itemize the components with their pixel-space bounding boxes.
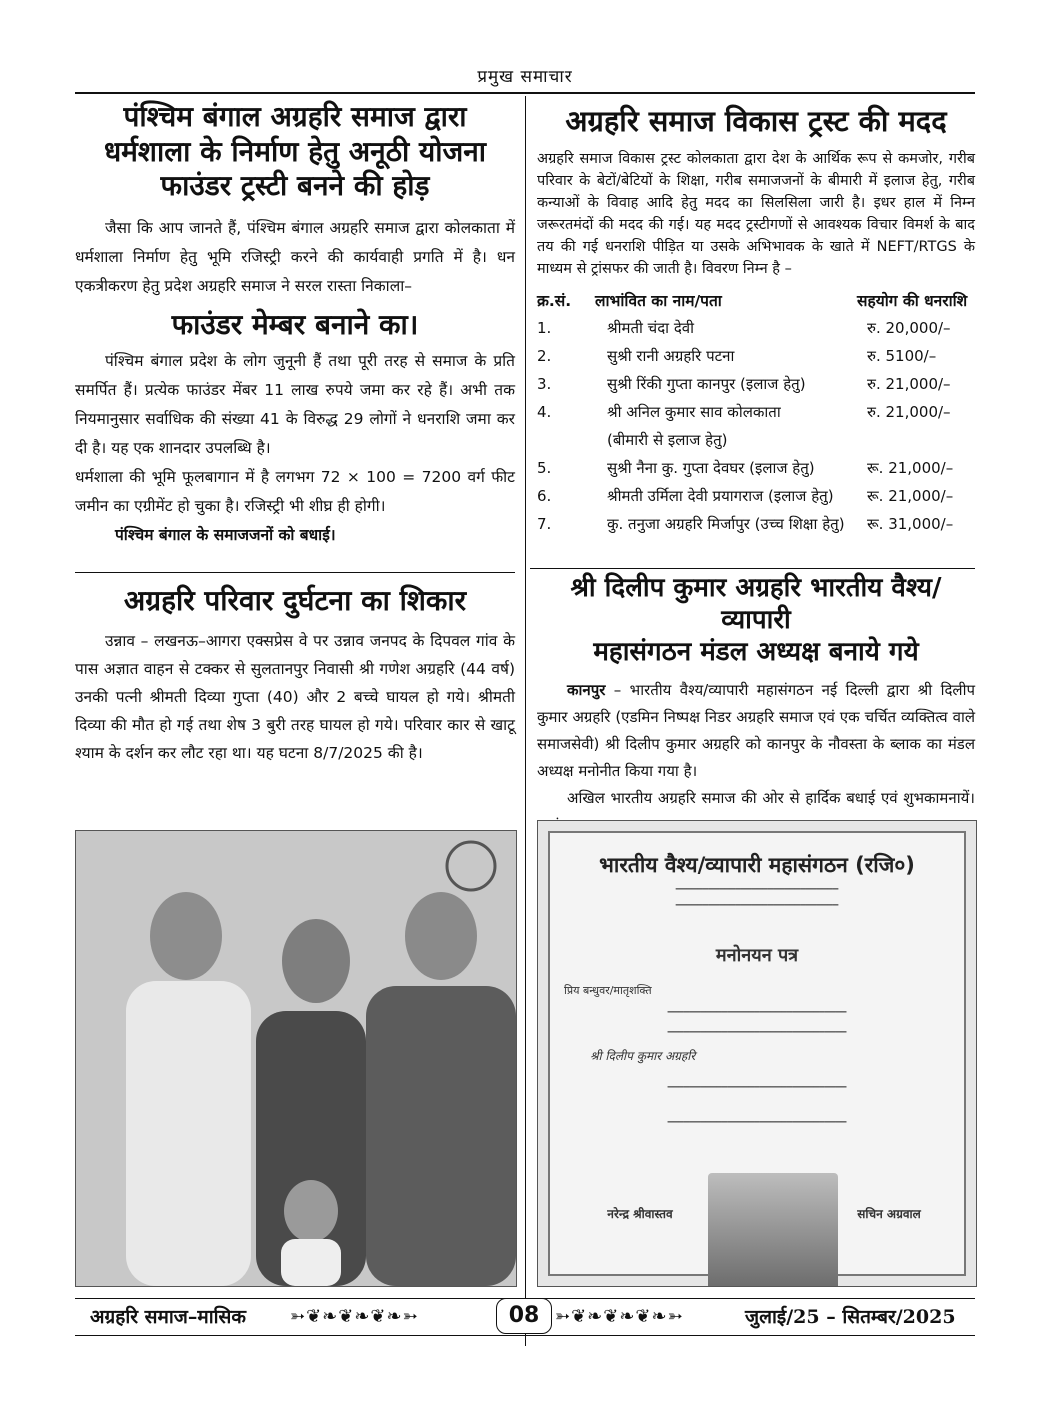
row-number: 2.: [537, 346, 552, 365]
table-header: क्र.सं.: [537, 291, 572, 310]
certificate-org: भारतीय वैश्य/व्यापारी महासंगठन (रजि०): [599, 853, 915, 877]
row-name: श्रीमती उर्मिला देवी प्रयागराज (इलाज हेतु): [607, 486, 834, 505]
article-appointment: [537, 572, 975, 839]
top-rule: [75, 92, 975, 94]
row-name: कु. तनुजा अग्रहरि मिर्जापुर (उच्च शिक्षा हेतु): [607, 514, 845, 533]
row-amount: रू. 31,000/–: [867, 514, 954, 533]
row-number: 4.: [537, 402, 552, 421]
table-header-row: [537, 286, 975, 314]
headline-line: श्री दिलीप कुमार अग्रहरि भारतीय वैश्य/व्यापारी: [570, 573, 942, 636]
row-amount: रु. 5100/–: [867, 346, 937, 365]
article-subheading: फाउंडर मेम्बर बनाने का।: [171, 308, 419, 342]
section-label: प्रमुख समाचार: [477, 67, 573, 87]
table-header: लाभांवित का नाम/पता: [595, 291, 722, 310]
row-name: श्री अनिल कुमार साव कोलकाता: [607, 402, 781, 421]
row-amount: रू. 21,000/–: [867, 458, 954, 477]
table-header: सहयोग की धनराशि: [857, 291, 968, 310]
row-number: 5.: [537, 458, 552, 477]
certificate-filled-name: श्री दिलीप कुमार अग्रहरि: [590, 1049, 696, 1063]
article-paragraph: अग्रहरि समाज विकास ट्रस्ट कोलकाता द्वारा देश के आर्थिक रूप से कमजोर, गरीब परिवार के बेटों/बेटियों के शिक्षा, गरीब समाजजनों के बीमारी में इलाज हेतु, गरीब कन्याओं के विवाह आदि हेतु मदद का सिलसिला जारी है। इधर हाल में निम्न जरूरतमंदों की मदद की गई। यह मदद ट्रस्टीगणों से आवश्यक विचार विमर्श के बाद तय की गई धनराशि पीड़ित या उसके अभिभावक के खाते में NEFT/RTGS के माध्यम से ट्रांसफर की जाती है। विवरण निम्न है –: [537, 150, 975, 277]
article-accident: [75, 584, 515, 767]
certificate-body-lines: ━━━━━━━━━━━━━━━━━━━━━━━━━━━━━━━━━: [667, 1118, 847, 1128]
row-name: सुश्री रिंकी गुप्ता कानपुर (इलाज हेतु): [607, 374, 806, 393]
article-paragraph: उन्नाव – लखनऊ–आगरा एक्सप्रेस वे पर उन्नाव जनपद के दिपवल गांव के पास अज्ञात वाहन से टक्कर से सुलतानपुर निवासी श्री गणेश अग्रहरि (44 वर्ष) उनकी पत्नी श्रीमती दिव्या गुप्ता (40) और 2 बच्चे घायल हो गये। श्रीमती दिव्या की मौत हो गई तथा शेष 3 बुरी तरह घायल हो गये। परिवार कार से खाटू श्याम के दर्शन कर लौट रहा था। यह घटना 8/7/2025 की है।: [75, 631, 515, 762]
certificate-title: मनोनयन पत्र: [715, 945, 799, 966]
row-number: [537, 426, 595, 454]
table-row: [537, 370, 975, 398]
certificate-salutation: प्रिय बन्धुवर/मातृशक्ति: [564, 984, 652, 997]
aid-table: [537, 286, 975, 538]
row-number: 7.: [537, 514, 552, 533]
row-amount: रु. 20,000/–: [867, 318, 951, 337]
row-amount: रु. 21,000/–: [867, 402, 951, 421]
table-row: [537, 314, 975, 342]
family-photo-figures: [76, 831, 516, 1286]
row-name: सुश्री रानी अग्रहरि पटना: [607, 346, 735, 365]
family-photo: [75, 830, 517, 1287]
row-amount: रू. 21,000/–: [867, 486, 954, 505]
vine-ornament-icon: ➳❦❧❦❧❦❧➳: [290, 1306, 419, 1327]
article-paragraph: [537, 677, 975, 785]
table-row: [537, 510, 975, 538]
headline-line: महासंगठन मंडल अध्यक्ष बनाये गये: [593, 637, 919, 668]
section-rule: [530, 568, 975, 569]
column-divider: [525, 96, 526, 1346]
row-amount: [857, 426, 975, 454]
article-trust-aid: [537, 104, 975, 538]
table-row: [537, 398, 975, 426]
vine-ornament-icon: ➳❦❧❦❧❦❧➳: [555, 1306, 684, 1327]
table-row: [537, 454, 975, 482]
signature-right: सचिन अग्रवाल: [857, 1207, 921, 1221]
article-headline: अग्रहरि परिवार दुर्घटना का शिकार: [123, 584, 467, 617]
certificate-body-lines: ━━━━━━━━━━━━━━━━━━━━━━━━━━━━━━━━━: [667, 1083, 847, 1093]
dateline: कानपुर: [567, 680, 606, 699]
row-number: 1.: [537, 318, 552, 337]
certificate-body-lines: ━━━━━━━━━━━━━━━━━━━━━━━━━━━━━━━━━: [667, 1028, 847, 1038]
article-paragraph: धर्मशाला की भूमि फूलबागान में है लगभग 72 × 100 = 7200 वर्ग फीट जमीन का एग्रीमेंट हो चुका है। रजिस्ट्री भी शीघ्र ही होगी।: [75, 468, 515, 516]
page-number: 08: [496, 1298, 552, 1334]
article-headline: [537, 572, 975, 669]
row-number: 3.: [537, 374, 552, 393]
certificate: [548, 831, 966, 1276]
row-name: श्रीमती चंदा देवी: [607, 318, 695, 337]
row-name: (बीमारी से इलाज हेतु): [607, 430, 728, 449]
portrait-photo: [708, 1173, 838, 1287]
headline-line: धर्मशाला के निर्माण हेतु अनूठी योजना: [103, 134, 487, 168]
table-row: [537, 342, 975, 370]
certificate-body-lines: ━━━━━━━━━━━━━━━━━━━━━━━━━━━━━━━━━: [667, 1008, 847, 1018]
article-headline: अग्रहरि समाज विकास ट्रस्ट की मदद: [565, 104, 947, 138]
headline-line: फाउंडर ट्रस्टी बनने की होड़: [160, 169, 430, 203]
article-paragraph: अखिल भारतीय अग्रहरि समाज की ओर से हार्दिक बधाई एवं शुभकामनायें।: [567, 788, 975, 807]
row-amount: रु. 21,000/–: [867, 374, 951, 393]
article-paragraph: जैसा कि आप जानते हैं, पंश्चिम बंगाल अग्रहरि समाज द्वारा कोलकाता में धर्मशाला निर्माण हेतु भूमि रजिस्ट्री करने की कार्यवाही प्रगति में है। धन एकत्रीकरण हेतु प्रदेश अग्रहरि समाज ने सरल रास्ता निकाला–: [75, 219, 515, 296]
article-text: – भारतीय वैश्य/व्यापारी महासंगठन नई दिल्ली द्वारा श्री दिलीप कुमार अग्रहरि (एडमिन निष्पक्ष निडर अग्रहरि समाज एवं एक चर्चित व्यक्तित्व वाले समाजसेवी) श्री दिलीप कुमार अग्रहरि को कानपुर के नौवस्ता के ब्लाक का मंडल अध्यक्ष मनोनीत किया गया है।: [537, 680, 975, 780]
footer-issue-date: जुलाई/25 – सितम्बर/2025: [745, 1306, 956, 1328]
article-paragraph: पंश्चिम बंगाल प्रदेश के लोग जुनूनी हैं तथा पूरी तरह से समाज के प्रति समर्पित हैं। प्रत्येक फाउंडर मेंबर 11 लाख रुपये जमा कर रहे हैं। अभी तक नियमानुसार सर्वाधिक की संख्या 41 के विरुद्ध 29 लोगों ने धनराशि जमा कर दी है। यह एक शानदार उपलब्धि है।: [75, 352, 515, 458]
footer-publication: अग्रहरि समाज–मासिक: [90, 1306, 246, 1328]
article-closing: पंश्चिम बंगाल के समाजजनों को बधाई।: [115, 526, 336, 545]
section-rule: [75, 572, 515, 573]
signature-left: नरेन्द्र श्रीवास्तव: [607, 1207, 673, 1221]
article-headline: [75, 100, 515, 204]
certificate-address-lines: ━━━━━━━━━━━━━━━━━━━━━━━━━━━━━━: [675, 885, 839, 895]
row-number: 6.: [537, 486, 552, 505]
article-dharmshala: [75, 100, 515, 550]
table-row: [537, 482, 975, 510]
row-name: सुश्री नैना कु. गुप्ता देवघर (इलाज हेतु): [607, 458, 815, 477]
headline-line: पंश्चिम बंगाल अग्रहरि समाज द्वारा: [123, 100, 467, 133]
certificate-address-lines: ━━━━━━━━━━━━━━━━━━━━━━━━━━━━━━: [675, 901, 839, 911]
table-row: [537, 426, 975, 454]
certificate-photo: [537, 820, 977, 1287]
